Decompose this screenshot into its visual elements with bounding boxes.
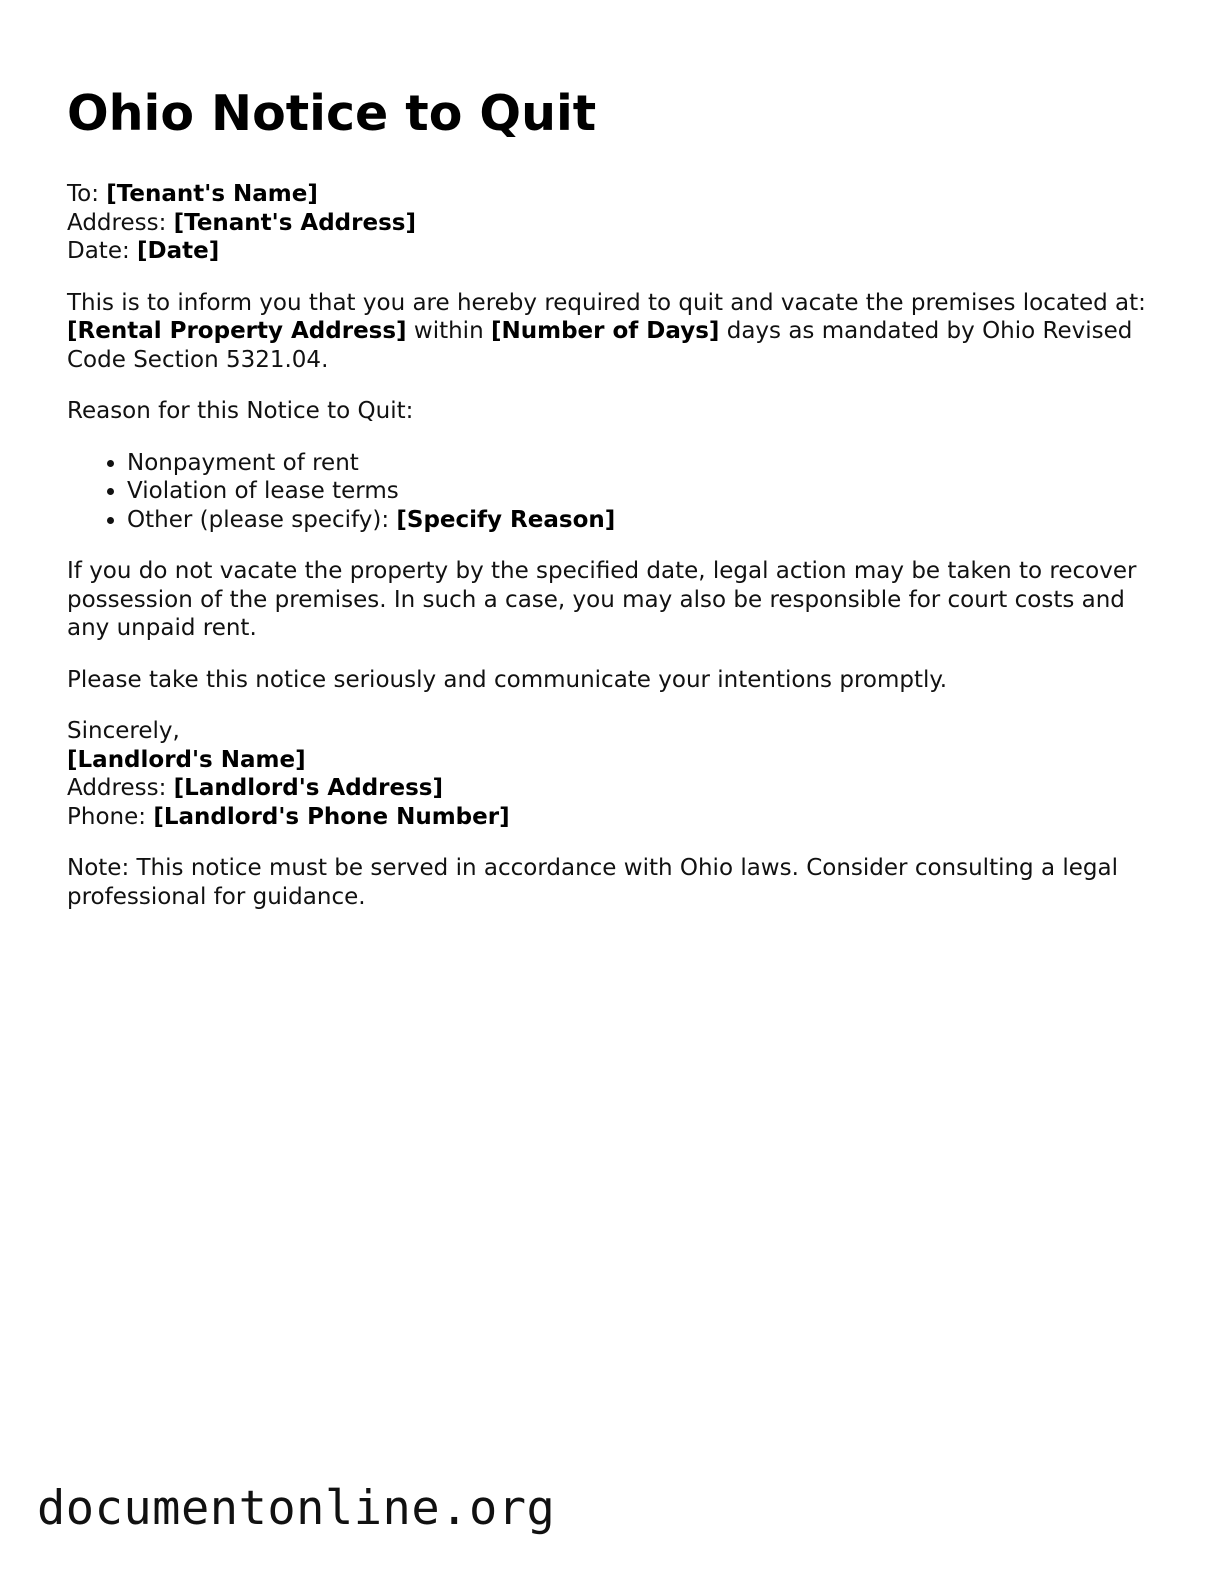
request-paragraph: Please take this notice seriously and communicate your intentions promptly. — [67, 666, 948, 693]
reason-item-other — [127, 506, 1167, 535]
intro-text: This is to inform you that you are hereby required to quit and vacate the premises located at: — [67, 289, 1146, 316]
reason-item-violation: • Violation of lease terms — [127, 477, 1167, 506]
sincerely-text: Sincerely, — [67, 718, 180, 744]
landlord-phone-line — [67, 803, 1167, 832]
signature-block — [67, 717, 1167, 831]
address-line — [67, 209, 1167, 238]
reason-list — [67, 449, 1167, 535]
document-page — [67, 84, 1167, 934]
landlord-address-label: Address: — [67, 775, 167, 801]
reason-other-label: Other (please specify): — [127, 506, 390, 533]
date-placeholder: [Date] — [137, 238, 220, 264]
landlord-phone-label: Phone: — [67, 803, 146, 830]
intro-paragraph — [67, 289, 1167, 375]
reason-heading: Reason for this Notice to Quit: — [67, 398, 414, 424]
intro-rest-text: days as mandated by Ohio Revised Code Section 5321.04. — [67, 318, 1133, 373]
property-address-placeholder: [Rental Property Address] — [67, 318, 407, 344]
tenant-name-placeholder: [Tenant's Name] — [106, 181, 318, 207]
reason-item-nonpayment: • Nonpayment of rent — [127, 449, 1167, 478]
landlord-address-placeholder: [Landlord's Address] — [173, 775, 443, 801]
to-line — [67, 180, 1167, 209]
to-label: To: — [67, 181, 99, 207]
specify-reason-placeholder: [Specify Reason] — [396, 506, 616, 533]
within-text: within — [413, 318, 484, 344]
landlord-phone-placeholder: [Landlord's Phone Number] — [153, 803, 510, 830]
tenant-address-placeholder: [Tenant's Address] — [173, 209, 416, 236]
document-title: Ohio Notice to Quit — [67, 85, 597, 142]
legal-note: Note: This notice must be served in accordance with Ohio laws. Consider consulting a legal professional for guidance. — [67, 855, 1118, 910]
landlord-address-line — [67, 774, 1167, 803]
consequence-paragraph: If you do not vacate the property by the specified date, legal action may be taken to recover possession of the premises. In such a case, you may also be responsible for court costs and any unpaid rent. — [67, 558, 1137, 641]
date-label: Date: — [67, 238, 130, 264]
days-placeholder: [Number of Days] — [490, 318, 720, 344]
date-line — [67, 237, 1167, 266]
site-watermark: documentonline.org — [37, 1481, 556, 1536]
recipient-block — [67, 180, 1167, 266]
address-label: Address: — [67, 209, 167, 236]
landlord-name-placeholder: [Landlord's Name] — [67, 746, 306, 773]
